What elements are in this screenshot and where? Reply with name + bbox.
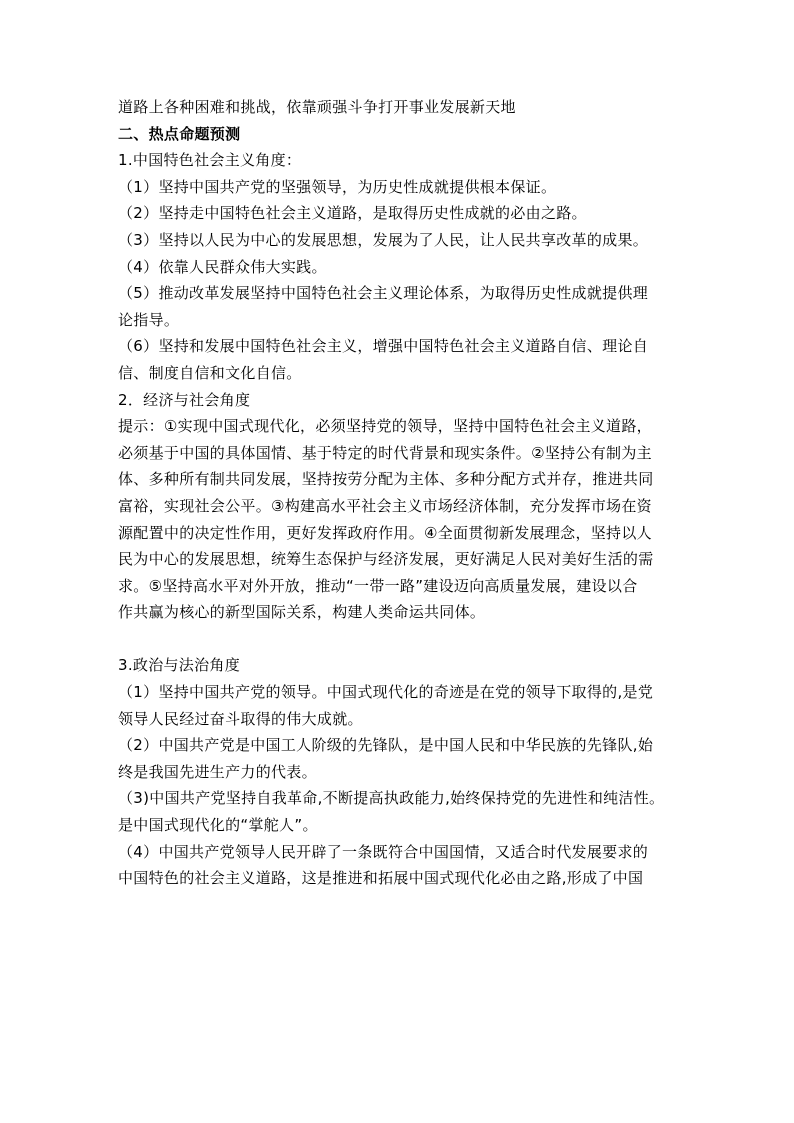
text-line: 是中国式现代化的“掌舵人”。 bbox=[118, 816, 318, 835]
text-line: 必须基于中国的具体国情、基于特定的时代背景和现实条件。②坚持公有制为主 bbox=[118, 443, 652, 462]
text-line: （2）坚持走中国特色社会主义道路，是取得历史性成就的必由之路。 bbox=[118, 204, 587, 223]
text-line: 富裕，实现社会公平。③构建高水平社会主义市场经济体制，充分发挥市场在资 bbox=[118, 496, 652, 515]
blank-line bbox=[118, 626, 678, 653]
text-line: 论指导。 bbox=[118, 310, 180, 329]
text-line: 民为中心的发展思想，统筹生态保护与经济发展，更好满足人民对美好生活的需 bbox=[118, 550, 654, 569]
text-line: 领导人民经过奋斗取得的伟大成就。 bbox=[118, 709, 363, 728]
text-line: 道路上各种困难和挑战，依靠顽强斗争打开事业发展新天地 bbox=[118, 98, 516, 116]
text-line: （5）推动改革发展坚持中国特色社会主义理论体系，为取得历史性成就提供理 bbox=[118, 284, 649, 303]
text-line: （4）中国共产党领导人民开辟了一条既符合中国国情，又适合时代发展要求的 bbox=[118, 842, 649, 861]
text-line: （3）坚持以人民为中心的发展思想，发展为了人民，让人民共享改革的成果。 bbox=[118, 230, 649, 249]
document-page bbox=[118, 94, 678, 892]
subsection-heading: 2．经济与社会角度 bbox=[118, 390, 251, 409]
text-line: （4）依靠人民群众伟大实践。 bbox=[118, 257, 327, 276]
subsection-heading: 3.政治与法治角度 bbox=[118, 656, 241, 675]
text-line: 信、制度自信和文化自信。 bbox=[118, 363, 302, 382]
text-line: 提示：①实现中国式现代化，必须坚持党的领导，坚持中国特色社会主义道路， bbox=[118, 417, 652, 436]
text-line: （1）坚持中国共产党的坚强领导，为历史性成就提供根本保证。 bbox=[118, 177, 557, 196]
text-line: 作共赢为核心的新型国际关系，构建人类命运共同体。 bbox=[118, 603, 486, 622]
text-line: 源配置中的决定性作用，更好发挥政府作用。④全面贯彻新发展理念，坚持以人 bbox=[118, 523, 652, 542]
text-line: （2）中国共产党是中国工人阶级的先锋队，是中国人民和中华民族的先锋队,始 bbox=[118, 736, 654, 755]
section-heading: 二、热点命题预测 bbox=[118, 124, 241, 143]
text-line: （3)中国共产党坚持自我革命,不断提高执政能力,始终保持党的先进性和纯洁性。 bbox=[118, 789, 665, 808]
text-line: （1）坚持中国共产党的领导。中国式现代化的奇迹是在党的领导下取得的,是党 bbox=[118, 683, 654, 702]
text-line: 求。⑤坚持高水平对外开放，推动“一带一路”建设迈向高质量发展，建设以合 bbox=[118, 576, 638, 595]
subsection-heading: 1.中国特色社会主义角度： bbox=[118, 151, 302, 170]
text-line: 中国特色的社会主义道路，这是推进和拓展中国式现代化必由之路,形成了中国 bbox=[118, 869, 644, 888]
text-line: （6）坚持和发展中国特色社会主义，增强中国特色社会主义道路自信、理论自 bbox=[118, 337, 649, 356]
text-line: 终是我国先进生产力的代表。 bbox=[118, 762, 317, 781]
text-line: 体、多种所有制共同发展，坚持按劳分配为主体、多种分配方式并存，推进共同 bbox=[118, 470, 654, 489]
